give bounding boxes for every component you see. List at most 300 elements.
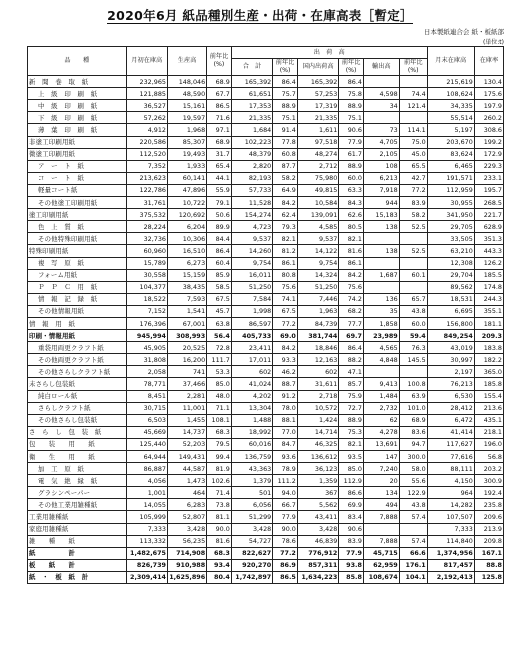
table-cell: 86.6 bbox=[339, 487, 364, 499]
table-cell: 62.6 bbox=[339, 209, 364, 221]
table-cell: 13,691 bbox=[363, 438, 399, 450]
table-cell: 30,715 bbox=[126, 402, 167, 414]
table-cell: 104.1 bbox=[399, 571, 427, 583]
table-cell: 75.3 bbox=[339, 426, 364, 438]
table-cell: 69.9 bbox=[339, 499, 364, 511]
table-cell: 155.4 bbox=[474, 390, 503, 402]
table-cell: 4,912 bbox=[126, 124, 167, 136]
table-cell: 29,704 bbox=[427, 269, 474, 281]
table-cell: 85.0 bbox=[207, 378, 232, 390]
table-cell: 56,235 bbox=[167, 535, 206, 547]
table-cell: 76,213 bbox=[427, 378, 474, 390]
table-cell: 78.0 bbox=[273, 402, 298, 414]
table-cell: 67.5 bbox=[273, 305, 298, 317]
table-cell: 176.1 bbox=[399, 559, 427, 571]
table-cell: 4,565 bbox=[363, 342, 399, 354]
table-row bbox=[28, 100, 504, 112]
production-table bbox=[27, 46, 504, 584]
table-cell: 229.3 bbox=[474, 160, 503, 172]
table-cell: 89.9 bbox=[207, 221, 232, 233]
table-cell bbox=[363, 523, 399, 535]
row-label: 電 気 絶 縁 紙 bbox=[28, 475, 127, 487]
table-cell: 1,963 bbox=[297, 305, 338, 317]
table-cell: 74.2 bbox=[339, 293, 364, 305]
table-row bbox=[28, 257, 504, 269]
table-cell: 34 bbox=[363, 100, 399, 112]
table-cell: 44,587 bbox=[167, 463, 206, 475]
table-cell: 86,887 bbox=[126, 463, 167, 475]
table-cell: 38,435 bbox=[167, 281, 206, 293]
table-cell: 48,274 bbox=[297, 148, 338, 160]
table-row bbox=[28, 402, 504, 414]
table-cell: 260.2 bbox=[474, 112, 503, 124]
table-cell: 93.3 bbox=[273, 354, 298, 366]
table-cell: 44.1 bbox=[207, 172, 232, 184]
table-cell: 88.2 bbox=[339, 354, 364, 366]
table-cell: 77.2 bbox=[399, 184, 427, 196]
table-row bbox=[28, 136, 504, 148]
table-cell: 122.9 bbox=[399, 487, 427, 499]
table-cell: 60,141 bbox=[167, 172, 206, 184]
table-cell: 77.9 bbox=[273, 511, 298, 523]
table-cell: 85.8 bbox=[339, 571, 364, 583]
table-cell: 148,046 bbox=[167, 76, 206, 88]
table-cell: 213,623 bbox=[126, 172, 167, 184]
table-cell: 1,998 bbox=[231, 305, 272, 317]
row-label: その他工業用雑種紙 bbox=[28, 499, 127, 511]
table-cell: 75.8 bbox=[339, 88, 364, 100]
table-cell: 60,016 bbox=[231, 438, 272, 450]
header-export: 輸出高 bbox=[363, 59, 399, 76]
table-cell: 136,759 bbox=[231, 451, 272, 463]
table-cell: 33,505 bbox=[427, 233, 474, 245]
table-cell: 138 bbox=[363, 245, 399, 257]
table-cell: 944 bbox=[363, 197, 399, 209]
table-cell: 9,537 bbox=[231, 233, 272, 245]
table-cell: 83.9 bbox=[399, 197, 427, 209]
table-cell: 213.9 bbox=[474, 523, 503, 535]
table-cell: 6,530 bbox=[427, 390, 474, 402]
row-label: 雑 種 紙 bbox=[28, 535, 127, 547]
table-cell: 108,624 bbox=[427, 88, 474, 100]
table-cell: 1,968 bbox=[167, 124, 206, 136]
table-cell: 308,993 bbox=[167, 330, 206, 342]
table-cell: 15,161 bbox=[167, 100, 206, 112]
table-cell: 42.7 bbox=[399, 172, 427, 184]
table-cell bbox=[399, 281, 427, 293]
table-cell: 268.5 bbox=[474, 197, 503, 209]
table-cell: 85.7 bbox=[339, 378, 364, 390]
table-cell: 7,888 bbox=[363, 511, 399, 523]
table-cell: 15,183 bbox=[363, 209, 399, 221]
header-domestic-yoy: 前年比 (%) bbox=[339, 59, 364, 76]
table-cell: 32,736 bbox=[126, 233, 167, 245]
table-cell: 167.1 bbox=[474, 547, 503, 559]
table-cell: 6,472 bbox=[427, 414, 474, 426]
row-label: さ ら し 包 装 紙 bbox=[28, 426, 127, 438]
table-cell: 84.2 bbox=[339, 269, 364, 281]
table-cell: 77.9 bbox=[339, 547, 364, 559]
table-cell: 91.2 bbox=[273, 390, 298, 402]
table-cell: 102.6 bbox=[207, 475, 232, 487]
table-cell: 1,473 bbox=[167, 475, 206, 487]
table-cell: 86.4 bbox=[339, 342, 364, 354]
table-cell: 7,584 bbox=[231, 293, 272, 305]
table-cell: 11,528 bbox=[231, 197, 272, 209]
table-cell: 52.5 bbox=[399, 221, 427, 233]
table-cell: 1,374,956 bbox=[427, 547, 474, 559]
table-row bbox=[28, 281, 504, 293]
table-cell: 209.6 bbox=[474, 511, 503, 523]
table-row bbox=[28, 559, 504, 571]
table-cell: 75.9 bbox=[339, 390, 364, 402]
row-label: その他両更クラフト紙 bbox=[28, 354, 127, 366]
table-cell: 75.1 bbox=[339, 112, 364, 124]
table-cell: 45,905 bbox=[126, 342, 167, 354]
table-cell: 48.0 bbox=[207, 390, 232, 402]
table-cell: 602 bbox=[297, 366, 338, 378]
table-row bbox=[28, 160, 504, 172]
table-cell: 75.1 bbox=[273, 112, 298, 124]
table-cell: 2,309,414 bbox=[126, 571, 167, 583]
table-cell: 57,253 bbox=[297, 88, 338, 100]
table-cell: 46,325 bbox=[297, 438, 338, 450]
table-cell: 365.0 bbox=[474, 366, 503, 378]
table-cell bbox=[399, 257, 427, 269]
table-cell: 81.9 bbox=[207, 463, 232, 475]
table-cell: 87.7 bbox=[273, 160, 298, 172]
header-stock-months: 在庫率 bbox=[474, 47, 503, 76]
table-cell: 41,024 bbox=[231, 378, 272, 390]
table-cell: 88.1 bbox=[273, 414, 298, 426]
table-cell: 107,507 bbox=[427, 511, 474, 523]
table-cell: 114.1 bbox=[399, 124, 427, 136]
table-cell: 218.1 bbox=[474, 426, 503, 438]
table-cell: 45,669 bbox=[126, 426, 167, 438]
table-cell: 15,159 bbox=[167, 269, 206, 281]
table-cell: 191,571 bbox=[427, 172, 474, 184]
table-cell: 74.1 bbox=[273, 293, 298, 305]
table-cell: 34,335 bbox=[427, 100, 474, 112]
table-cell: 97.1 bbox=[207, 124, 232, 136]
table-row bbox=[28, 463, 504, 475]
table-cell: 71.6 bbox=[207, 112, 232, 124]
table-cell: 47.1 bbox=[339, 366, 364, 378]
table-row bbox=[28, 487, 504, 499]
row-label: 衛 生 用 紙 bbox=[28, 451, 127, 463]
table-cell: 130.4 bbox=[474, 76, 503, 88]
table-cell: 50.6 bbox=[207, 209, 232, 221]
row-label: その他情報用紙 bbox=[28, 305, 127, 317]
row-label: 非塗工印刷用紙 bbox=[28, 136, 127, 148]
table-cell: 60.4 bbox=[207, 257, 232, 269]
table-cell: 57.4 bbox=[399, 511, 427, 523]
table-cell: 4,598 bbox=[363, 88, 399, 100]
table-cell: 55.6 bbox=[399, 475, 427, 487]
table-cell: 18,846 bbox=[297, 342, 338, 354]
table-cell: 63.8 bbox=[207, 317, 232, 329]
table-cell: 86.5 bbox=[273, 571, 298, 583]
table-cell: 3,428 bbox=[297, 523, 338, 535]
table-cell: 1,359 bbox=[297, 475, 338, 487]
table-cell: 28,412 bbox=[427, 402, 474, 414]
table-cell: 45,715 bbox=[363, 547, 399, 559]
table-cell: 90.0 bbox=[273, 523, 298, 535]
table-row bbox=[28, 499, 504, 511]
table-cell: 78.9 bbox=[273, 463, 298, 475]
table-cell: 88.9 bbox=[273, 100, 298, 112]
table-cell: 69.7 bbox=[339, 330, 364, 342]
table-cell: 65.7 bbox=[399, 293, 427, 305]
table-cell: 120,692 bbox=[167, 209, 206, 221]
table-cell: 14,282 bbox=[427, 499, 474, 511]
table-body bbox=[28, 76, 504, 584]
table-cell: 65.5 bbox=[399, 160, 427, 172]
table-cell: 5,562 bbox=[297, 499, 338, 511]
table-cell: 4,848 bbox=[363, 354, 399, 366]
table-cell: 300.0 bbox=[399, 451, 427, 463]
row-label: 複 写 原 紙 bbox=[28, 257, 127, 269]
table-cell: 185.5 bbox=[474, 269, 503, 281]
table-cell: 6,465 bbox=[427, 160, 474, 172]
table-cell: 17,319 bbox=[297, 100, 338, 112]
table-cell bbox=[399, 233, 427, 245]
table-cell: 3,428 bbox=[167, 523, 206, 535]
row-label: 重袋用両更クラフト紙 bbox=[28, 342, 127, 354]
table-cell: 91.4 bbox=[273, 124, 298, 136]
table-cell: 43.8 bbox=[399, 305, 427, 317]
table-cell: 10,722 bbox=[167, 197, 206, 209]
table-cell: 75.6 bbox=[273, 281, 298, 293]
table-cell: 5,197 bbox=[427, 124, 474, 136]
table-cell: 74.4 bbox=[399, 88, 427, 100]
table-cell: 8,451 bbox=[126, 390, 167, 402]
table-cell: 2,197 bbox=[427, 366, 474, 378]
table-cell: 1,455 bbox=[167, 414, 206, 426]
table-cell: 51,250 bbox=[297, 281, 338, 293]
table-cell: 52.5 bbox=[399, 245, 427, 257]
table-cell: 9,754 bbox=[297, 257, 338, 269]
table-cell: 82.1 bbox=[339, 233, 364, 245]
table-cell: 88.9 bbox=[339, 414, 364, 426]
table-cell: 104,377 bbox=[126, 281, 167, 293]
table-cell: 910,988 bbox=[167, 559, 206, 571]
table-cell: 62,959 bbox=[363, 559, 399, 571]
table-cell: 826,739 bbox=[126, 559, 167, 571]
row-label: 情 報 用 紙 bbox=[28, 317, 127, 329]
table-cell: 43,019 bbox=[427, 342, 474, 354]
table-cell: 822,627 bbox=[231, 547, 272, 559]
table-cell: 43.8 bbox=[399, 499, 427, 511]
table-cell: 31,611 bbox=[297, 378, 338, 390]
table-cell: 61.7 bbox=[339, 148, 364, 160]
row-label: 薄 葉 印 刷 紙 bbox=[28, 124, 127, 136]
table-cell: 232,965 bbox=[126, 76, 167, 88]
row-label: Ｐ Ｐ Ｃ 用 紙 bbox=[28, 281, 127, 293]
table-cell: 4,278 bbox=[363, 426, 399, 438]
table-cell: 3,428 bbox=[231, 523, 272, 535]
table-cell: 58.2 bbox=[399, 209, 427, 221]
table-cell: 80.5 bbox=[339, 221, 364, 233]
table-cell: 51,250 bbox=[231, 281, 272, 293]
table-cell: 76.3 bbox=[399, 342, 427, 354]
table-cell: 67.7 bbox=[207, 88, 232, 100]
table-cell: 2,820 bbox=[231, 160, 272, 172]
page-title-text: 2020年6月 紙品種別生産・出荷・在庫高表［暫定］ bbox=[107, 8, 413, 23]
table-cell: 52,807 bbox=[167, 511, 206, 523]
table-row bbox=[28, 124, 504, 136]
table-cell: 221.7 bbox=[474, 209, 503, 221]
table-cell: 108,674 bbox=[363, 571, 399, 583]
table-row bbox=[28, 354, 504, 366]
table-cell: 68.2 bbox=[339, 305, 364, 317]
table-cell: 79.1 bbox=[207, 197, 232, 209]
table-cell: 45.7 bbox=[207, 305, 232, 317]
table-cell: 12,163 bbox=[297, 354, 338, 366]
table-cell: 1,634,223 bbox=[297, 571, 338, 583]
table-cell: 60.1 bbox=[399, 269, 427, 281]
table-cell: 77,616 bbox=[427, 451, 474, 463]
table-cell: 75.7 bbox=[273, 88, 298, 100]
table-cell: 105,999 bbox=[126, 511, 167, 523]
table-cell: 174.8 bbox=[474, 281, 503, 293]
table-cell: 86,597 bbox=[231, 317, 272, 329]
table-row bbox=[28, 76, 504, 88]
table-cell: 7,352 bbox=[126, 160, 167, 172]
table-cell: 80.8 bbox=[273, 269, 298, 281]
row-label: 包 装 用 紙 bbox=[28, 438, 127, 450]
table-cell: 43,363 bbox=[231, 463, 272, 475]
table-cell: 7,333 bbox=[126, 523, 167, 535]
page-title bbox=[0, 6, 520, 24]
table-cell: 79.3 bbox=[273, 221, 298, 233]
table-cell: 195.7 bbox=[474, 184, 503, 196]
table-cell: 14,714 bbox=[297, 426, 338, 438]
table-cell: 6,503 bbox=[126, 414, 167, 426]
table-cell: 9,537 bbox=[297, 233, 338, 245]
row-label: 特殊印刷用紙 bbox=[28, 245, 127, 257]
table-cell: 101.0 bbox=[399, 402, 427, 414]
table-cell: 82.1 bbox=[273, 233, 298, 245]
table-cell: 1,742,897 bbox=[231, 571, 272, 583]
table-cell: 75.6 bbox=[339, 281, 364, 293]
table-cell: 48,590 bbox=[167, 88, 206, 100]
table-cell: 964 bbox=[427, 487, 474, 499]
table-cell: 66.7 bbox=[273, 499, 298, 511]
table-cell: 176,396 bbox=[126, 317, 167, 329]
table-cell: 18,992 bbox=[231, 426, 272, 438]
table-row bbox=[28, 426, 504, 438]
row-label: その他塗工印刷用紙 bbox=[28, 197, 127, 209]
table-cell: 197.9 bbox=[474, 100, 503, 112]
table-cell bbox=[399, 366, 427, 378]
header-production: 生産高 bbox=[167, 47, 206, 76]
row-label: グラシンペーパー bbox=[28, 487, 127, 499]
row-label: 家庭用雑種紙 bbox=[28, 523, 127, 535]
row-label: 下 級 印 刷 紙 bbox=[28, 112, 127, 124]
table-cell: 464 bbox=[167, 487, 206, 499]
table-cell: 71.1 bbox=[207, 402, 232, 414]
table-cell: 59.4 bbox=[399, 330, 427, 342]
row-label: 紙 計 bbox=[28, 547, 127, 559]
table-cell: 83.6 bbox=[399, 426, 427, 438]
table-cell: 84.2 bbox=[273, 342, 298, 354]
table-cell: 501 bbox=[231, 487, 272, 499]
row-label: その他特殊印刷用紙 bbox=[28, 233, 127, 245]
table-cell: 108 bbox=[363, 160, 399, 172]
table-cell: 55,514 bbox=[427, 112, 474, 124]
table-cell: 121.4 bbox=[399, 100, 427, 112]
table-row bbox=[28, 378, 504, 390]
table-cell: 405,733 bbox=[231, 330, 272, 342]
table-cell: 37,466 bbox=[167, 378, 206, 390]
table-cell: 83,624 bbox=[427, 148, 474, 160]
table-row bbox=[28, 269, 504, 281]
table-cell: 1,684 bbox=[231, 124, 272, 136]
table-cell: 77.7 bbox=[339, 317, 364, 329]
table-cell: 1,611 bbox=[297, 124, 338, 136]
row-label: ア ー ト 紙 bbox=[28, 160, 127, 172]
table-cell: 88.8 bbox=[474, 559, 503, 571]
table-cell: 9,754 bbox=[231, 257, 272, 269]
table-cell: 2,058 bbox=[126, 366, 167, 378]
table-cell: 165,392 bbox=[231, 76, 272, 88]
table-cell: 494 bbox=[363, 499, 399, 511]
table-cell: 817,457 bbox=[427, 559, 474, 571]
table-row bbox=[28, 305, 504, 317]
table-cell: 12,308 bbox=[427, 257, 474, 269]
table-cell: 57.4 bbox=[399, 535, 427, 547]
table-cell: 20 bbox=[363, 475, 399, 487]
table-cell: 920,270 bbox=[231, 559, 272, 571]
table-cell: 308.6 bbox=[474, 124, 503, 136]
table-cell: 125.8 bbox=[474, 571, 503, 583]
table-cell: 7,240 bbox=[363, 463, 399, 475]
table-cell: 83.4 bbox=[339, 511, 364, 523]
table-cell: 7,152 bbox=[126, 305, 167, 317]
table-cell: 14,122 bbox=[297, 245, 338, 257]
table-cell: 108.1 bbox=[207, 414, 232, 426]
table-cell: 68.3 bbox=[207, 426, 232, 438]
table-cell: 86.4 bbox=[339, 76, 364, 88]
table-cell: 77.0 bbox=[273, 426, 298, 438]
table-cell: 88.9 bbox=[339, 100, 364, 112]
row-label: 中 級 印 刷 紙 bbox=[28, 100, 127, 112]
row-label: コ ー ト 紙 bbox=[28, 172, 127, 184]
table-cell: 4,705 bbox=[363, 136, 399, 148]
table-cell: 31,808 bbox=[126, 354, 167, 366]
table-row bbox=[28, 88, 504, 100]
organization-label: 日本製紙連合会 紙・板紙部 bbox=[423, 28, 504, 36]
table-cell: 6,056 bbox=[231, 499, 272, 511]
table-cell: 147 bbox=[363, 451, 399, 463]
table-cell: 11,001 bbox=[167, 402, 206, 414]
table-cell: 209.8 bbox=[474, 535, 503, 547]
table-cell: 55.9 bbox=[207, 184, 232, 196]
table-cell: 10,572 bbox=[297, 402, 338, 414]
table-cell: 75,980 bbox=[297, 172, 338, 184]
table-row bbox=[28, 414, 504, 426]
table-cell: 77.2 bbox=[273, 547, 298, 559]
table-cell: 66.6 bbox=[399, 547, 427, 559]
table-cell: 17,353 bbox=[231, 100, 272, 112]
table-cell: 81.6 bbox=[339, 245, 364, 257]
table-cell: 203,670 bbox=[427, 136, 474, 148]
table-cell: 113,332 bbox=[126, 535, 167, 547]
table-cell: 83.9 bbox=[339, 535, 364, 547]
table-cell: 51,299 bbox=[231, 511, 272, 523]
table-cell: 62.4 bbox=[273, 209, 298, 221]
